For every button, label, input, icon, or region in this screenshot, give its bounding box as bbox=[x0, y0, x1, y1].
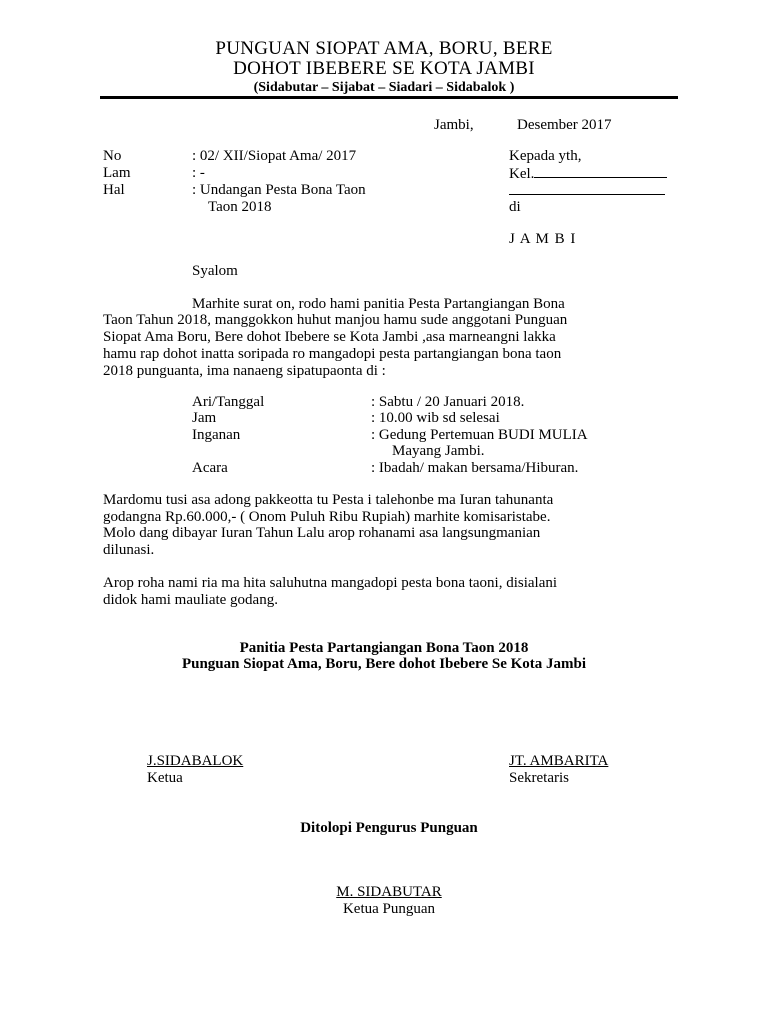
meta-no-label: No bbox=[103, 148, 122, 164]
recipient-greeting: Kepada yth, bbox=[509, 148, 582, 164]
meta-hal-label: Hal bbox=[103, 182, 125, 198]
para1-line3: Siopat Ama Boru, Bere dohot Ibebere se Kota Jambi ,asa marneangni lakka bbox=[103, 329, 556, 345]
date-month-year: Desember 2017 bbox=[517, 117, 612, 133]
recipient-family bbox=[509, 165, 667, 183]
signature-right-role: Sekretaris bbox=[509, 770, 569, 786]
event-agenda-value: : Ibadah/ makan bersama/Hiburan. bbox=[371, 460, 579, 476]
event-time-label: Jam bbox=[192, 410, 217, 426]
signature-left-name: J.SIDABALOK bbox=[147, 753, 244, 769]
recipient-family-blank bbox=[534, 165, 667, 178]
para1-line4: hamu rap dohot inatta soripada ro mangadopi pesta partangiangan bona taon bbox=[103, 346, 562, 362]
recipient-family-label: Kel. bbox=[509, 166, 535, 182]
meta-hal-value: : Undangan Pesta Bona Taon bbox=[192, 182, 366, 198]
recipient-blank bbox=[509, 182, 665, 195]
recipient-blank-line bbox=[509, 182, 665, 200]
meta-lam-value: : - bbox=[192, 165, 205, 181]
para2-line3: Molo dang dibayar Iuran Tahun Lalu arop rohanami asa langsungmanian bbox=[103, 525, 541, 541]
event-date-label: Ari/Tanggal bbox=[192, 394, 265, 410]
para2-line4: dilunasi. bbox=[103, 542, 155, 558]
event-agenda-label: Acara bbox=[192, 460, 228, 476]
para1-line1: Marhite surat on, rodo hami panitia Pesta Partangiangan Bona bbox=[192, 296, 565, 312]
header-rule bbox=[100, 96, 678, 99]
closing-org: Punguan Siopat Ama, Boru, Bere dohot Ibebere Se Kota Jambi bbox=[181, 656, 587, 672]
event-date-value: : Sabtu / 20 Januari 2018. bbox=[371, 394, 525, 410]
event-venue-value-cont: Mayang Jambi. bbox=[392, 443, 485, 459]
event-venue-label: Inganan bbox=[192, 427, 241, 443]
para2-line1: Mardomu tusi asa adong pakkeotta tu Pesta i talehonbe ma Iuran tahunanta bbox=[103, 492, 554, 508]
greeting: Syalom bbox=[192, 263, 238, 279]
signature-bottom-role: Ketua Punguan bbox=[342, 901, 436, 917]
signature-left-role: Ketua bbox=[147, 770, 183, 786]
recipient-city: J A M B I bbox=[509, 231, 577, 247]
meta-hal-value-cont: Taon 2018 bbox=[208, 199, 272, 215]
signature-right-name: JT. AMBARITA bbox=[509, 753, 609, 769]
event-venue-value: : Gedung Pertemuan BUDI MULIA bbox=[371, 427, 588, 443]
org-name-line1: PUNGUAN SIOPAT AMA, BORU, BERE bbox=[215, 38, 553, 59]
event-time-value: : 10.00 wib sd selesai bbox=[371, 410, 500, 426]
clan-list: (Sidabutar – Sijabat – Siadari – Sidabalok ) bbox=[253, 80, 515, 95]
org-name-line2: DOHOT IBEBERE SE KOTA JAMBI bbox=[233, 58, 535, 79]
para3-line2: didok hami mauliate godang. bbox=[103, 592, 278, 608]
meta-lam-label: Lam bbox=[103, 165, 131, 181]
para1-line2: Taon Tahun 2018, manggokkon huhut manjou hamu sude anggotani Punguan bbox=[103, 312, 568, 328]
para2-line2: godangna Rp.60.000,- ( Onom Puluh Ribu Rupiah) marhite komisaristabe. bbox=[103, 509, 551, 525]
meta-no-value: : 02/ XII/Siopat Ama/ 2017 bbox=[192, 148, 357, 164]
recipient-di: di bbox=[509, 199, 521, 215]
para1-line5: 2018 punguanta, ima nanaeng sipatupaonta di : bbox=[103, 363, 386, 379]
closing-committee: Panitia Pesta Partangiangan Bona Taon 2018 bbox=[239, 640, 529, 656]
date-place: Jambi, bbox=[434, 117, 474, 133]
approval-heading: Ditolopi Pengurus Punguan bbox=[300, 820, 478, 836]
signature-bottom-name: M. SIDABUTAR bbox=[336, 884, 442, 900]
para3-line1: Arop roha nami ria ma hita saluhutna mangadopi pesta bona taoni, disialani bbox=[103, 575, 558, 591]
